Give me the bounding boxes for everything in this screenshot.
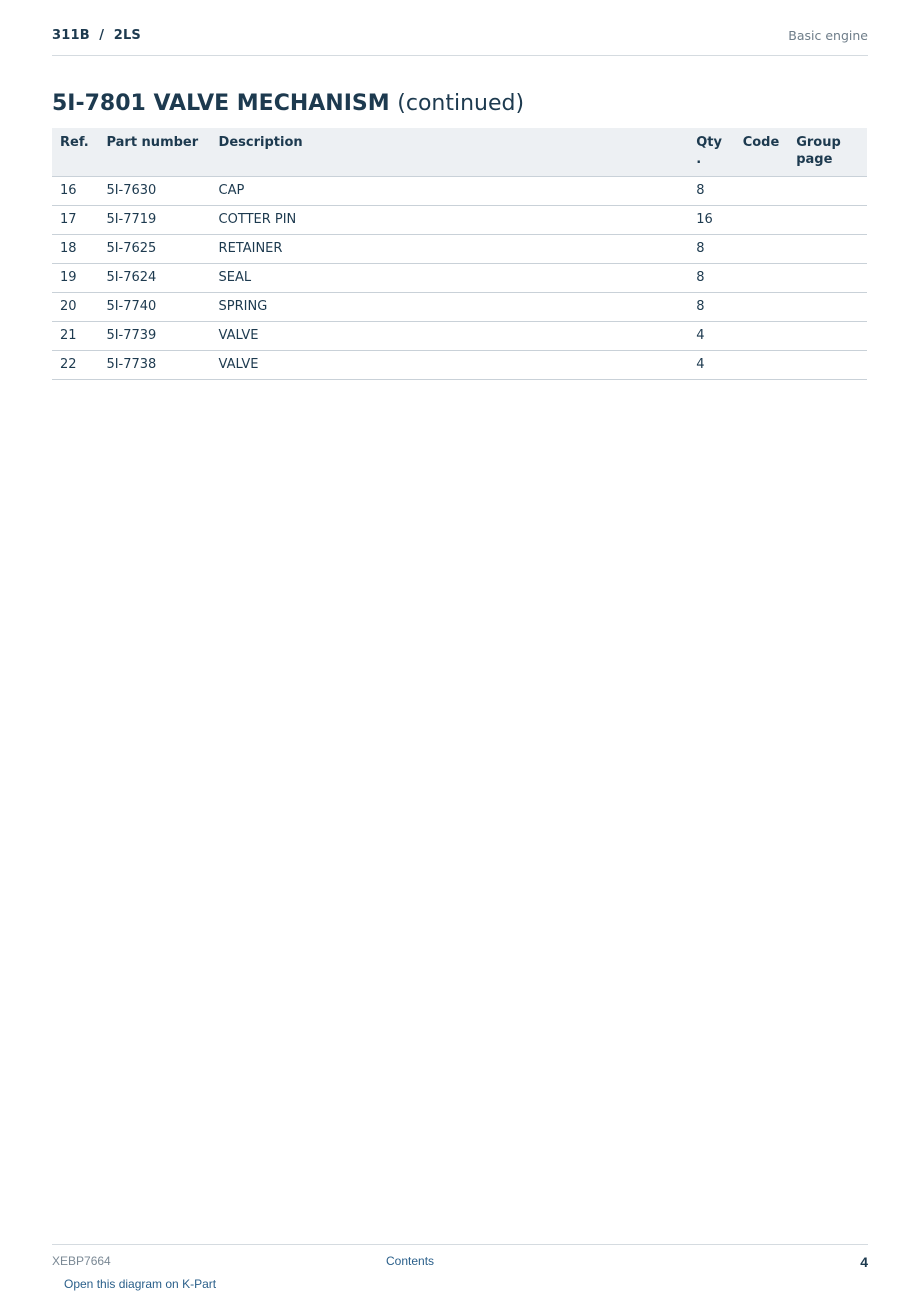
- page-header: [52, 28, 868, 56]
- page-number: 4: [860, 1254, 868, 1270]
- parts-table: [52, 128, 867, 380]
- ref-cell: 18: [52, 235, 98, 264]
- qty-cell: 8: [688, 293, 734, 322]
- section-label: Basic engine: [788, 28, 868, 43]
- part-number-cell: 5I-7719: [98, 206, 210, 235]
- code-cell: [735, 235, 789, 264]
- header-row: [52, 128, 867, 177]
- group-page-cell: [788, 351, 867, 380]
- column-header-part-number: Part number: [98, 128, 210, 177]
- document-id: XEBP7664: [52, 1254, 111, 1268]
- assembly-title: 5I-7801 VALVE MECHANISM: [52, 91, 390, 116]
- group-page-cell: [788, 293, 867, 322]
- column-header-qty: Qty .: [688, 128, 734, 177]
- table-row: [52, 206, 867, 235]
- model-label: 311B / 2LS: [52, 28, 141, 43]
- parts-table-body: [52, 177, 867, 380]
- description-cell: RETAINER: [211, 235, 689, 264]
- code-cell: [735, 177, 789, 206]
- table-row: [52, 293, 867, 322]
- description-cell: SEAL: [211, 264, 689, 293]
- group-page-cell: [788, 177, 867, 206]
- page-title: [52, 89, 524, 119]
- description-cell: SPRING: [211, 293, 689, 322]
- group-page-cell: [788, 264, 867, 293]
- group-page-cell: [788, 322, 867, 351]
- ref-cell: 22: [52, 351, 98, 380]
- ref-cell: 16: [52, 177, 98, 206]
- part-number-cell: 5I-7739: [98, 322, 210, 351]
- code-cell: [735, 293, 789, 322]
- qty-cell: 4: [688, 322, 734, 351]
- ref-cell: 19: [52, 264, 98, 293]
- ref-cell: 17: [52, 206, 98, 235]
- description-cell: CAP: [211, 177, 689, 206]
- contents-link[interactable]: Contents: [386, 1254, 435, 1268]
- column-header-code: Code: [735, 128, 789, 177]
- code-cell: [735, 322, 789, 351]
- description-cell: COTTER PIN: [211, 206, 689, 235]
- part-number-cell: 5I-7738: [98, 351, 210, 380]
- part-number-cell: 5I-7740: [98, 293, 210, 322]
- description-cell: VALVE: [211, 322, 689, 351]
- code-cell: [735, 351, 789, 380]
- page-footer: [52, 1244, 868, 1275]
- code-cell: [735, 264, 789, 293]
- part-number-cell: 5I-7624: [98, 264, 210, 293]
- column-header-ref: Ref.: [52, 128, 98, 177]
- code-cell: [735, 206, 789, 235]
- part-number-cell: 5I-7625: [98, 235, 210, 264]
- ref-cell: 20: [52, 293, 98, 322]
- column-header-description: Description: [211, 128, 689, 177]
- column-header-group-page: Group page: [788, 128, 867, 177]
- group-page-cell: [788, 235, 867, 264]
- table-row: [52, 322, 867, 351]
- table-row: [52, 235, 867, 264]
- qty-cell: 8: [688, 264, 734, 293]
- title-suffix: (continued): [397, 91, 525, 116]
- qty-cell: 16: [688, 206, 734, 235]
- table-row: [52, 264, 867, 293]
- ref-cell: 21: [52, 322, 98, 351]
- table-row: [52, 351, 867, 380]
- part-number-cell: 5I-7630: [98, 177, 210, 206]
- qty-cell: 4: [688, 351, 734, 380]
- qty-cell: 8: [688, 177, 734, 206]
- table-row: [52, 177, 867, 206]
- description-cell: VALVE: [211, 351, 689, 380]
- open-kpart-link[interactable]: Open this diagram on K-Part: [64, 1277, 217, 1291]
- group-page-cell: [788, 206, 867, 235]
- qty-cell: 8: [688, 235, 734, 264]
- parts-table-header: [52, 128, 867, 177]
